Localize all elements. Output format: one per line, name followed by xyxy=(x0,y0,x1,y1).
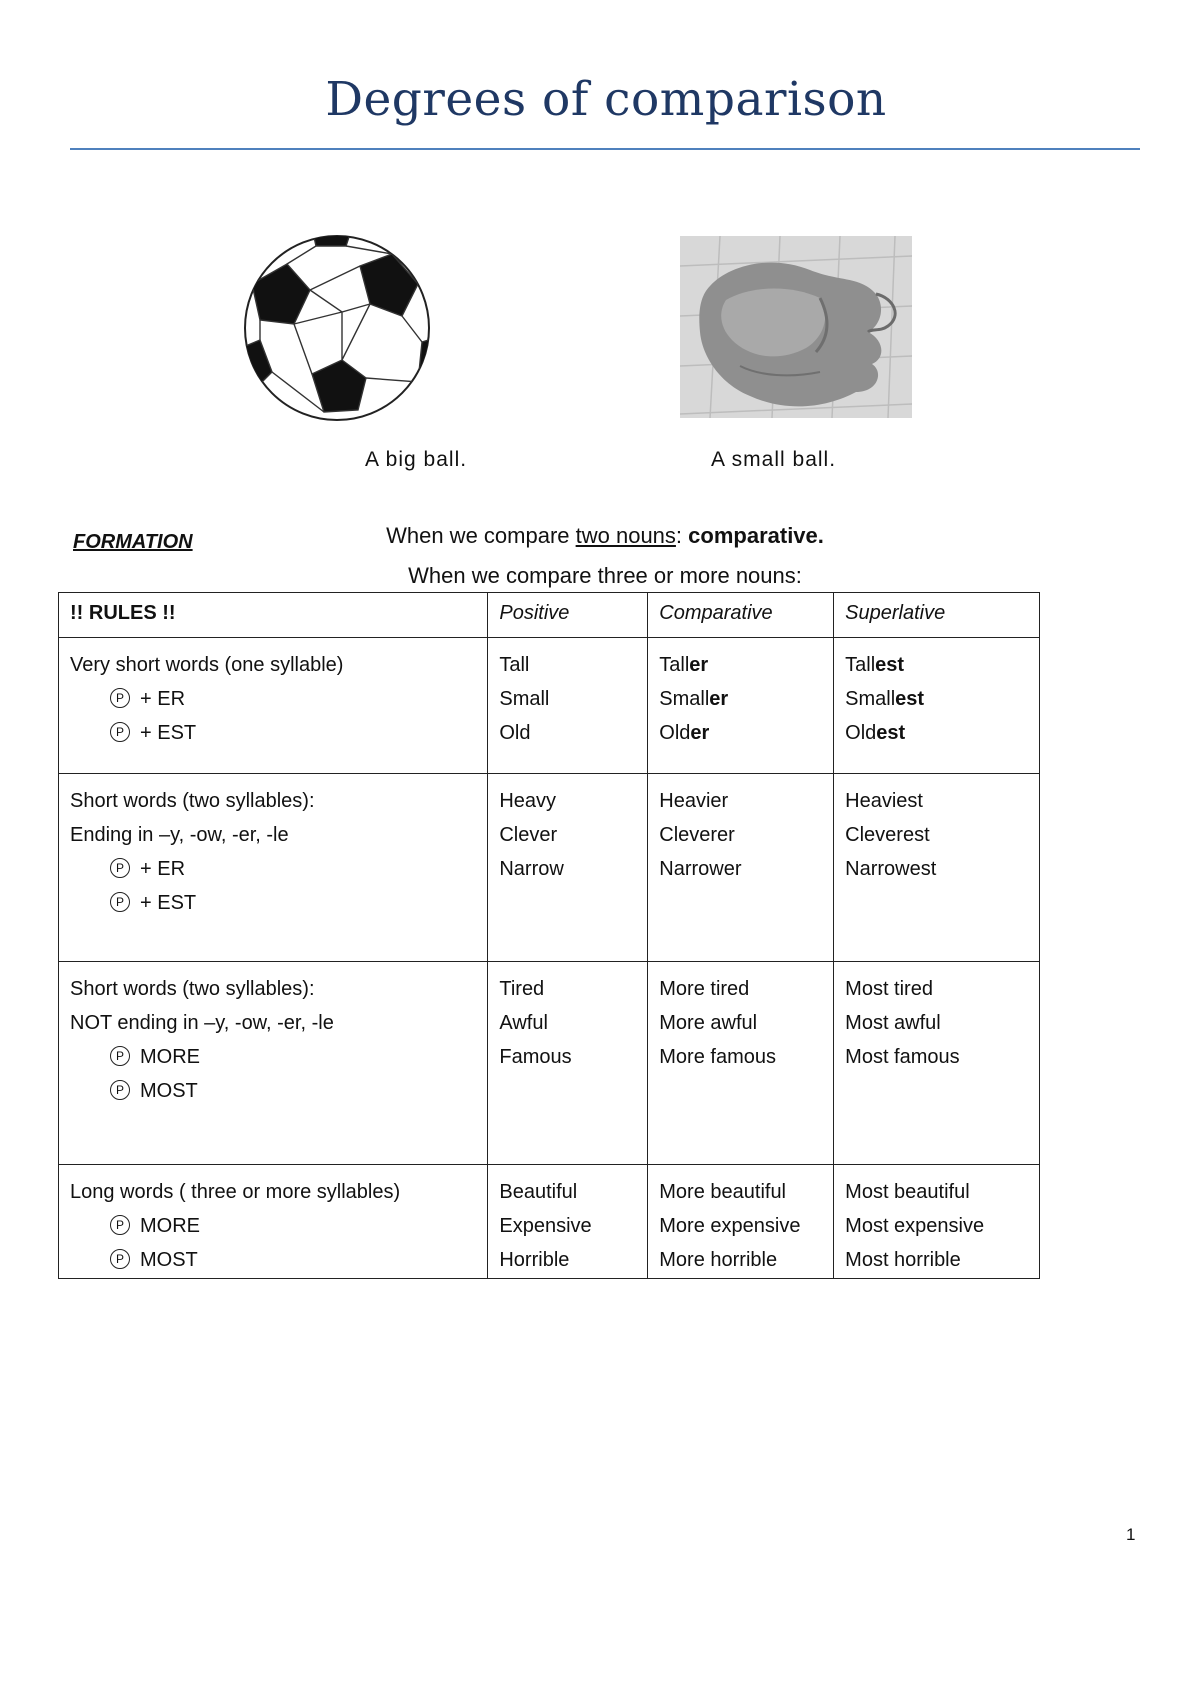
rule-text: Short words (two syllables): xyxy=(70,978,315,1000)
comparison-rules-table xyxy=(58,592,1040,1279)
rule-sub-text: MORE xyxy=(140,1215,200,1237)
intro-comparative-line xyxy=(300,523,910,549)
p-circle-icon: P xyxy=(110,1215,130,1235)
rule-sub-item xyxy=(70,716,476,750)
comparative-word: Cleverer xyxy=(659,824,735,846)
table-header-row xyxy=(59,593,1040,638)
word-stem: Tall xyxy=(845,654,876,676)
comparative-word: More horrible xyxy=(659,1249,778,1271)
superlative-cell xyxy=(834,962,1040,1165)
rule-text: NOT ending in –y, -ow, -er, -le xyxy=(70,1012,334,1034)
soccer-ball-image xyxy=(242,232,432,424)
p-circle-icon: P xyxy=(110,1249,130,1269)
word-stem: Tall xyxy=(659,654,690,676)
superlative-word: Most beautiful xyxy=(845,1181,970,1203)
superlative-word: Cleverest xyxy=(845,824,930,846)
rule-sub-text: MORE xyxy=(140,1046,200,1068)
superlative-word xyxy=(845,716,1028,750)
comparative-word: Heavier xyxy=(659,790,729,812)
positive-cell xyxy=(488,1165,648,1279)
comparative-word: More awful xyxy=(659,1012,758,1034)
rule-cell xyxy=(59,638,488,774)
header-superlative: Superlative xyxy=(834,593,1040,638)
rule-sub-item xyxy=(70,682,476,716)
positive-word: Clever xyxy=(499,824,558,846)
rule-text: Ending in –y, -ow, -er, -le xyxy=(70,824,289,846)
rule-sub-text: + EST xyxy=(140,892,197,914)
superlative-word: Narrowest xyxy=(845,858,937,880)
comparative-word: More beautiful xyxy=(659,1181,787,1203)
comparative-word xyxy=(659,716,822,750)
comparative-word: More expensive xyxy=(659,1215,801,1237)
positive-word: Old xyxy=(499,722,531,744)
rule-text: Long words ( three or more syllables) xyxy=(70,1181,401,1203)
rule-cell xyxy=(59,774,488,962)
table-row xyxy=(59,962,1040,1165)
p-circle-icon: P xyxy=(110,858,130,878)
positive-word: Famous xyxy=(499,1046,572,1068)
comparative-cell xyxy=(648,774,834,962)
positive-word: Tall xyxy=(499,654,530,676)
header-rules: !! RULES !! xyxy=(59,593,488,638)
positive-word: Heavy xyxy=(499,790,557,812)
big-ball-caption: A big ball. xyxy=(365,448,468,471)
intro-comparative: comparative. xyxy=(688,523,824,548)
superlative-word xyxy=(845,648,1028,682)
positive-cell xyxy=(488,638,648,774)
comparative-cell xyxy=(648,1165,834,1279)
rule-sub-text: + EST xyxy=(140,722,197,744)
table-row xyxy=(59,638,1040,774)
word-stem: Old xyxy=(845,722,877,744)
word-suffix: er xyxy=(690,722,710,744)
word-suffix: est xyxy=(895,688,925,710)
comparative-word xyxy=(659,648,822,682)
positive-word: Tired xyxy=(499,978,545,1000)
p-circle-icon: P xyxy=(110,1080,130,1100)
comparative-word: More tired xyxy=(659,978,750,1000)
word-suffix: est xyxy=(876,722,906,744)
superlative-word: Most tired xyxy=(845,978,933,1000)
positive-word: Horrible xyxy=(499,1249,570,1271)
rule-sub-text: MOST xyxy=(140,1080,198,1102)
rule-cell xyxy=(59,962,488,1165)
p-circle-icon: P xyxy=(110,1046,130,1066)
word-suffix: er xyxy=(709,688,729,710)
superlative-word: Heaviest xyxy=(845,790,923,812)
positive-word: Narrow xyxy=(499,858,564,880)
rule-sub-text: + ER xyxy=(140,688,186,710)
table-row xyxy=(59,774,1040,962)
document-title: Degrees of comparison xyxy=(325,72,887,127)
intro-two-nouns: two nouns xyxy=(575,523,676,548)
p-circle-icon: P xyxy=(110,722,130,742)
table-row xyxy=(59,1165,1040,1279)
superlative-word: Most expensive xyxy=(845,1215,985,1237)
p-circle-icon: P xyxy=(110,688,130,708)
intro-prefix: When we compare xyxy=(386,523,576,548)
positive-word: Small xyxy=(499,688,550,710)
word-suffix: est xyxy=(875,654,905,676)
positive-cell xyxy=(488,962,648,1165)
rule-sub-text: MOST xyxy=(140,1249,198,1271)
rule-sub-item xyxy=(70,1074,476,1108)
rule-cell xyxy=(59,1165,488,1279)
rule-text: Short words (two syllables): xyxy=(70,790,315,812)
rule-sub-item xyxy=(70,1209,476,1243)
rule-sub-item xyxy=(70,1243,476,1277)
superlative-word xyxy=(845,682,1028,716)
comparative-word: Narrower xyxy=(659,858,742,880)
superlative-cell xyxy=(834,774,1040,962)
comparative-word: More famous xyxy=(659,1046,776,1068)
rule-text: Very short words (one syllable) xyxy=(70,654,344,676)
superlative-word: Most awful xyxy=(845,1012,941,1034)
rule-sub-item xyxy=(70,852,476,886)
word-suffix: er xyxy=(689,654,709,676)
intro-superlative-line: When we compare three or more nouns: xyxy=(408,563,802,588)
intro-colon: : xyxy=(675,523,689,548)
page-number: 1 xyxy=(1126,1525,1136,1544)
word-stem: Small xyxy=(659,688,710,710)
positive-word: Expensive xyxy=(499,1215,592,1237)
p-circle-icon: P xyxy=(110,892,130,912)
header-positive: Positive xyxy=(488,593,648,638)
comparative-cell xyxy=(648,638,834,774)
comparative-word xyxy=(659,682,822,716)
rule-sub-item xyxy=(70,1040,476,1074)
positive-word: Awful xyxy=(499,1012,548,1034)
title-underline-rule xyxy=(70,148,1140,150)
open-hand-image xyxy=(680,236,912,418)
word-stem: Old xyxy=(659,722,691,744)
superlative-word: Most horrible xyxy=(845,1249,961,1271)
formation-label: FORMATION xyxy=(73,531,193,553)
word-stem: Small xyxy=(845,688,896,710)
rule-sub-item xyxy=(70,886,476,920)
positive-cell xyxy=(488,774,648,962)
positive-word: Beautiful xyxy=(499,1181,578,1203)
superlative-word: Most famous xyxy=(845,1046,960,1068)
header-comparative: Comparative xyxy=(648,593,834,638)
superlative-cell xyxy=(834,1165,1040,1279)
superlative-cell xyxy=(834,638,1040,774)
comparative-cell xyxy=(648,962,834,1165)
rule-sub-text: + ER xyxy=(140,858,186,880)
small-ball-caption: A small ball. xyxy=(711,448,837,471)
